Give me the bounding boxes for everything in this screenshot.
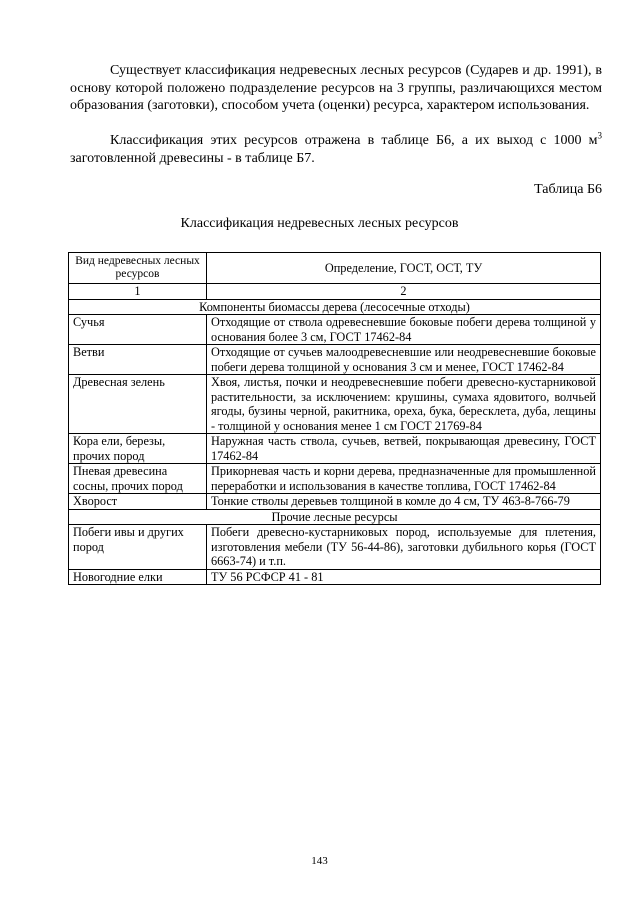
column-number-2: 2	[207, 284, 601, 300]
page-number: 143	[311, 855, 328, 867]
resource-definition: Отходящие от сучьев малоодревесневшие или неодревесневшие боковые побеги дерева толщиной у основания 3 см и менее, ГОСТ 17462-84	[207, 345, 601, 375]
resource-name: Хворост	[69, 494, 207, 510]
resource-name: Ветви	[69, 345, 207, 375]
resource-name: Древесная зелень	[69, 375, 207, 434]
table-row	[69, 315, 601, 345]
table-row	[69, 525, 601, 570]
section-row-other	[69, 509, 601, 525]
table-header-row	[69, 253, 601, 284]
column-number-1: 1	[69, 284, 207, 300]
resource-definition: Прикорневая часть и корни дерева, предназначенные для промышленной переработки и использования в качестве топлива, ГОСТ 17462-84	[207, 464, 601, 494]
section-title-biomass: Компоненты биомассы дерева (лесосечные отходы)	[69, 299, 601, 315]
reference-text-end: заготовленной древесины - в таблице Б7.	[70, 150, 315, 166]
table-row	[69, 375, 601, 434]
header-definition: Определение, ГОСТ, ОСТ, ТУ	[207, 253, 601, 284]
resource-name: Кора ели, березы, прочих пород	[69, 434, 207, 464]
reference-paragraph	[70, 132, 602, 167]
resource-definition: ТУ 56 РСФСР 41 - 81	[207, 569, 601, 585]
resource-definition: Тонкие стволы деревьев толщиной в комле до 4 см, ТУ 463-8-766-79	[207, 494, 601, 510]
section-title-other: Прочие лесные ресурсы	[69, 509, 601, 525]
table-label: Таблица Б6	[534, 182, 602, 197]
cubic-superscript: 3	[597, 130, 602, 141]
resource-name: Новогодние елки	[69, 569, 207, 585]
classification-table	[68, 252, 601, 585]
table-row	[69, 345, 601, 375]
section-row-biomass	[69, 299, 601, 315]
resource-definition: Побеги древесно-кустарниковых пород, используемые для плетения, изготовления мебели (ТУ 56-44-86), заготовки дубильного корья (ГОСТ 6663-74) и т.п.	[207, 525, 601, 570]
intro-paragraph: Существует классификация недревесных лесных ресурсов (Сударев и др. 1991), в основу которой положено подразделение ресурсов на 3 группы, различающихся местом образования (заготовки), способом учета (оценки) ресурса, характером использования.	[70, 63, 602, 113]
table-row	[69, 494, 601, 510]
resource-definition: Отходящие от ствола одревесневшие боковые побеги дерева толщиной у основания более 3 см, ГОСТ 17462-84	[207, 315, 601, 345]
table-row	[69, 434, 601, 464]
table-title: Классификация недревесных лесных ресурсов	[180, 216, 459, 231]
resource-name: Пневая древесина сосны, прочих пород	[69, 464, 207, 494]
reference-text-start: Классификация этих ресурсов отражена в таблице Б6, а их выход с 1000 м	[110, 133, 598, 148]
resource-definition: Хвоя, листья, почки и неодревесневшие побеги древесно-кустарниковой растительности, за исключением: крушины, сумаха ядовитого, волчьей ягоды, бузины черной, ракитника, ореха, бука, бересклета, дуба, лещины - толщиной у основания менее 1 см ГОСТ 21769-84	[207, 375, 601, 434]
column-number-row	[69, 284, 601, 300]
resource-name: Сучья	[69, 315, 207, 345]
header-resource-type: Вид недревесных лесных ресурсов	[69, 253, 207, 284]
table-row	[69, 569, 601, 585]
table-row	[69, 464, 601, 494]
resource-definition: Наружная часть ствола, сучьев, ветвей, покрывающая древесину, ГОСТ 17462-84	[207, 434, 601, 464]
resource-name: Побеги ивы и других пород	[69, 525, 207, 570]
